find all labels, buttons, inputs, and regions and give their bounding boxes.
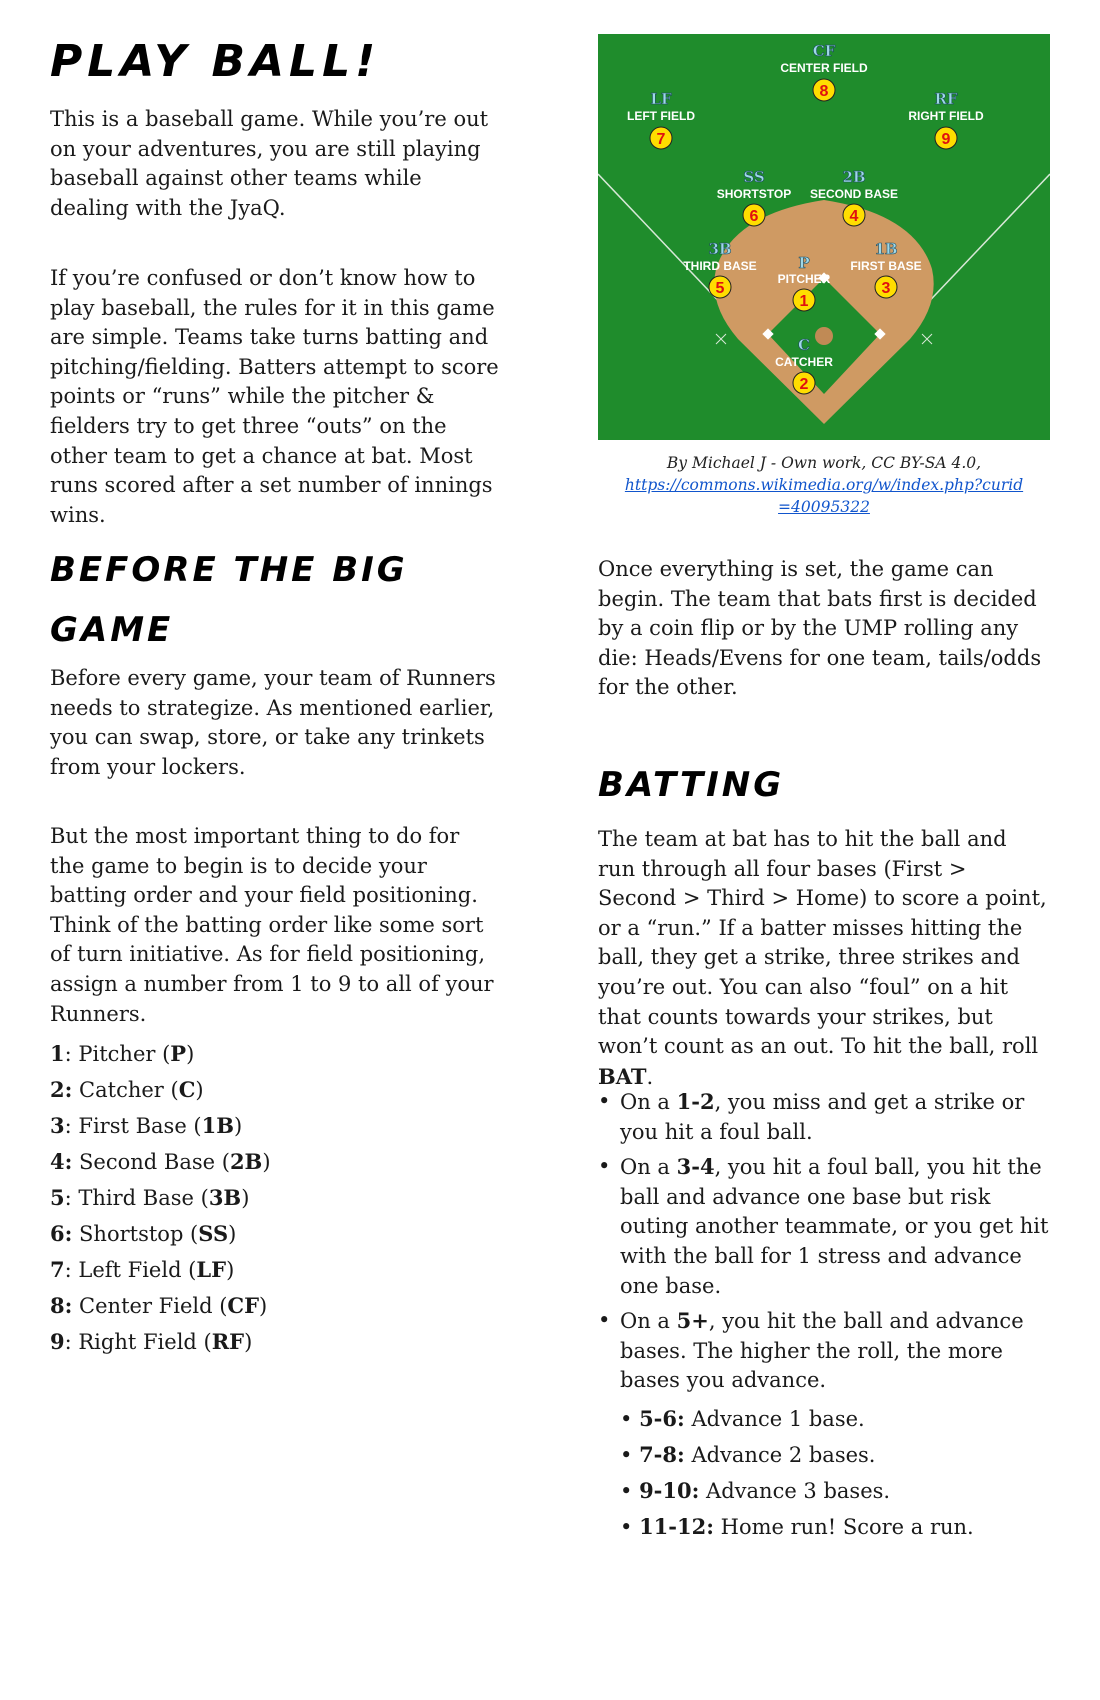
svg-text:LF: LF <box>650 90 672 108</box>
roll-result-item: • On a 1-2, you miss and get a strike or you hit a foul ball. <box>598 1087 1050 1147</box>
svg-text:SS: SS <box>743 168 765 186</box>
batting-paragraph: The team at bat has to hit the ball and run through all four bases (First > Second > Third > Home) to score a point, or a “run.” If a batter misses hitting the ball, they get a strike, three strikes and you’re out. You can also “foul” on a hit that counts towards your strikes, but won’t count as an out. To hit the ball, roll BAT. <box>598 827 1047 1089</box>
intro-paragraph-1: This is a baseball game. While you’re out on your adventures, you are still playing baseball against other teams while dealing with the JyaQ. <box>50 107 489 220</box>
baseball-field-diagram <box>598 34 1050 440</box>
svg-text:SECOND BASE: SECOND BASE <box>809 187 899 201</box>
advance-item: • 11-12: Home run! Score a run. <box>620 1513 974 1539</box>
roll-result-item: • On a 3-4, you hit a foul ball, you hit the ball and advance one base but risk outing another teammate, or you get hit with the ball for 1 stress and advance one base. <box>598 1152 1050 1301</box>
position-item: 6: Shortstop (SS) <box>50 1221 237 1246</box>
svg-text:2: 2 <box>799 376 809 393</box>
svg-text:1: 1 <box>799 293 809 310</box>
batting-heading: BATTING <box>598 765 785 805</box>
position-item: 1: Pitcher (P) <box>50 1041 195 1066</box>
page-title: PLAY BALL! <box>50 36 381 87</box>
svg-text:7: 7 <box>656 131 666 148</box>
before-paragraph-2: But the most important thing to do for the game to begin is to decide your batting order and your field positioning. Think of the batting order like some sort of turn initiative. As for field positioning, assign a number from 1 to 9 to all of your Runners. <box>50 824 494 1026</box>
svg-text:5: 5 <box>715 280 725 297</box>
intro-paragraph-2: If you’re confused or don’t know how to play baseball, the rules for it in this game are simple. Teams take turns batting and pitching/fielding. Batters attempt to score points or “runs” while the pitcher & fielders try to get three “outs” on the other team to get a chance at bat. Most runs scored after a set number of innings wins. <box>50 266 499 527</box>
svg-text:CF: CF <box>812 42 836 60</box>
game-start-paragraph: Once everything is set, the game can begin. The team that bats first is decided by a coin flip or by the UMP rolling any die: Heads/Evens for one team, tails/odds for the other. <box>598 557 1042 700</box>
roll-results-list <box>598 1087 1050 1550</box>
position-item: 8: Center Field (CF) <box>50 1293 268 1318</box>
svg-text:1B: 1B <box>874 240 898 258</box>
svg-text:CENTER FIELD: CENTER FIELD <box>780 61 868 75</box>
field-svg <box>598 34 1050 440</box>
position-list <box>50 1036 500 1360</box>
svg-text:RF: RF <box>934 90 958 108</box>
advance-item: • 9-10: Advance 3 bases. <box>620 1477 891 1503</box>
image-caption <box>598 452 1050 518</box>
advance-item: • 7-8: Advance 2 bases. <box>620 1441 876 1467</box>
position-item: 7: Left Field (LF) <box>50 1257 235 1282</box>
svg-text:3: 3 <box>881 280 891 297</box>
caption-link[interactable]: https://commons.wikimedia.org/w/index.php?curid =40095322 <box>624 476 1024 516</box>
advance-item: • 5-6: Advance 1 base. <box>620 1405 865 1431</box>
before-game-heading: BEFORE THE BIG GAME <box>50 550 408 650</box>
svg-text:3B: 3B <box>708 240 732 258</box>
roll-result-item: • On a 5+, you hit the ball and advance bases. The higher the roll, the more bases you advance. • 5-6: Advance 1 base. • 7-8: Advance 2 bases. • 9-10: Advance 3 bases. • 11-12: Home run! Score a run. <box>598 1306 1050 1545</box>
position-item: 3: First Base (1B) <box>50 1113 243 1138</box>
position-item: 2: Catcher (C) <box>50 1077 204 1102</box>
position-item: 4: Second Base (2B) <box>50 1149 271 1174</box>
svg-text:6: 6 <box>749 208 759 225</box>
svg-text:P: P <box>798 254 810 272</box>
svg-text:FIRST BASE: FIRST BASE <box>850 259 922 273</box>
svg-text:PITCHER: PITCHER <box>777 272 831 286</box>
svg-text:8: 8 <box>819 83 829 100</box>
svg-text:THIRD BASE: THIRD BASE <box>683 259 757 273</box>
position-item: 9: Right Field (RF) <box>50 1329 253 1354</box>
position-item: 5: Third Base (3B) <box>50 1185 250 1210</box>
svg-text:CATCHER: CATCHER <box>775 355 833 369</box>
svg-text:LEFT FIELD: LEFT FIELD <box>627 109 695 123</box>
caption-attribution: By Michael J - Own work, CC BY-SA 4.0, <box>666 454 982 472</box>
svg-text:SHORTSTOP: SHORTSTOP <box>716 187 792 201</box>
svg-text:4: 4 <box>849 208 859 225</box>
advance-sub-list <box>620 1401 1050 1545</box>
svg-text:C: C <box>798 336 810 354</box>
before-paragraph-1: Before every game, your team of Runners needs to strategize. As mentioned earlier, you can swap, store, or take any trinkets from your lockers. <box>50 666 496 779</box>
svg-text:RIGHT FIELD: RIGHT FIELD <box>908 109 984 123</box>
pitchers-mound <box>815 327 833 345</box>
svg-text:9: 9 <box>941 131 951 148</box>
svg-text:2B: 2B <box>842 168 866 186</box>
